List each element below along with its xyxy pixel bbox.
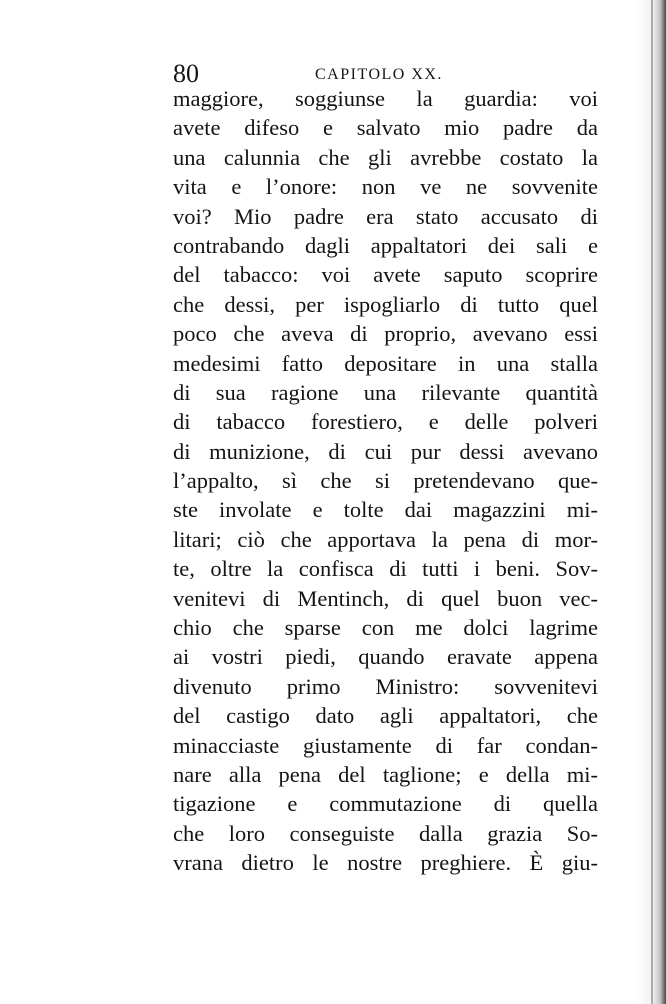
- text-line: maggiore, soggiunse la guardia: voi: [173, 86, 598, 111]
- text-line: tigazione e commutazione di quella: [173, 791, 598, 817]
- text-line: una calunnia che gli avrebbe costato la: [173, 144, 598, 170]
- text-line: del castigo dato agli appaltatori, che: [173, 703, 598, 729]
- text-line: divenuto primo Ministro: sovvenitevi: [173, 673, 598, 699]
- text-line: poco che aveva di proprio, avevano essi: [173, 321, 598, 347]
- text-line: litari; ciò che apportava la pena di mor-: [173, 526, 598, 552]
- text-line: vita e l’onore: non ve ne sovvenite: [173, 174, 598, 200]
- text-line: che dessi, per ispogliarlo di tutto quel: [173, 291, 598, 317]
- text-line: l’appalto, sì che si pretendevano que-: [173, 468, 598, 494]
- page-edge-shadow: [636, 0, 666, 1004]
- text-line: chio che sparse con me dolci lagrime: [173, 615, 598, 641]
- text-line: nare alla pena del taglione; e della mi-: [173, 761, 598, 787]
- running-head: CAPITOLO XX.: [315, 66, 443, 83]
- text-line: te, oltre la confisca di tutti i beni. Sov-: [173, 556, 598, 582]
- text-line: di sua ragione una rilevante quantità: [173, 379, 598, 405]
- text-line: vrana dietro le nostre preghiere. È giu-: [173, 850, 598, 876]
- text-line: voi? Mio padre era stato accusato di: [173, 203, 598, 229]
- text-line: medesimi fatto depositare in una stalla: [173, 350, 598, 376]
- text-line: di munizione, di cui pur dessi avevano: [173, 438, 598, 464]
- page-number: 80: [173, 59, 199, 88]
- text-line: avete difeso e salvato mio padre da: [173, 115, 598, 141]
- text-line: del tabacco: voi avete saputo scoprire: [173, 262, 598, 288]
- text-line: minacciaste giustamente di far condan-: [173, 732, 598, 758]
- text-line: ai vostri piedi, quando eravate appena: [173, 644, 598, 670]
- text-line: che loro conseguiste dalla grazia So-: [173, 820, 598, 846]
- body-text: [173, 84, 598, 878]
- text-line: contrabando dagli appaltatori dei sali e: [173, 232, 598, 258]
- text-line: di tabacco forestiero, e delle polveri: [173, 409, 598, 435]
- text-line: ste involate e tolte dai magazzini mi-: [173, 497, 598, 523]
- text-line: venitevi di Mentinch, di quel buon vec-: [173, 585, 598, 611]
